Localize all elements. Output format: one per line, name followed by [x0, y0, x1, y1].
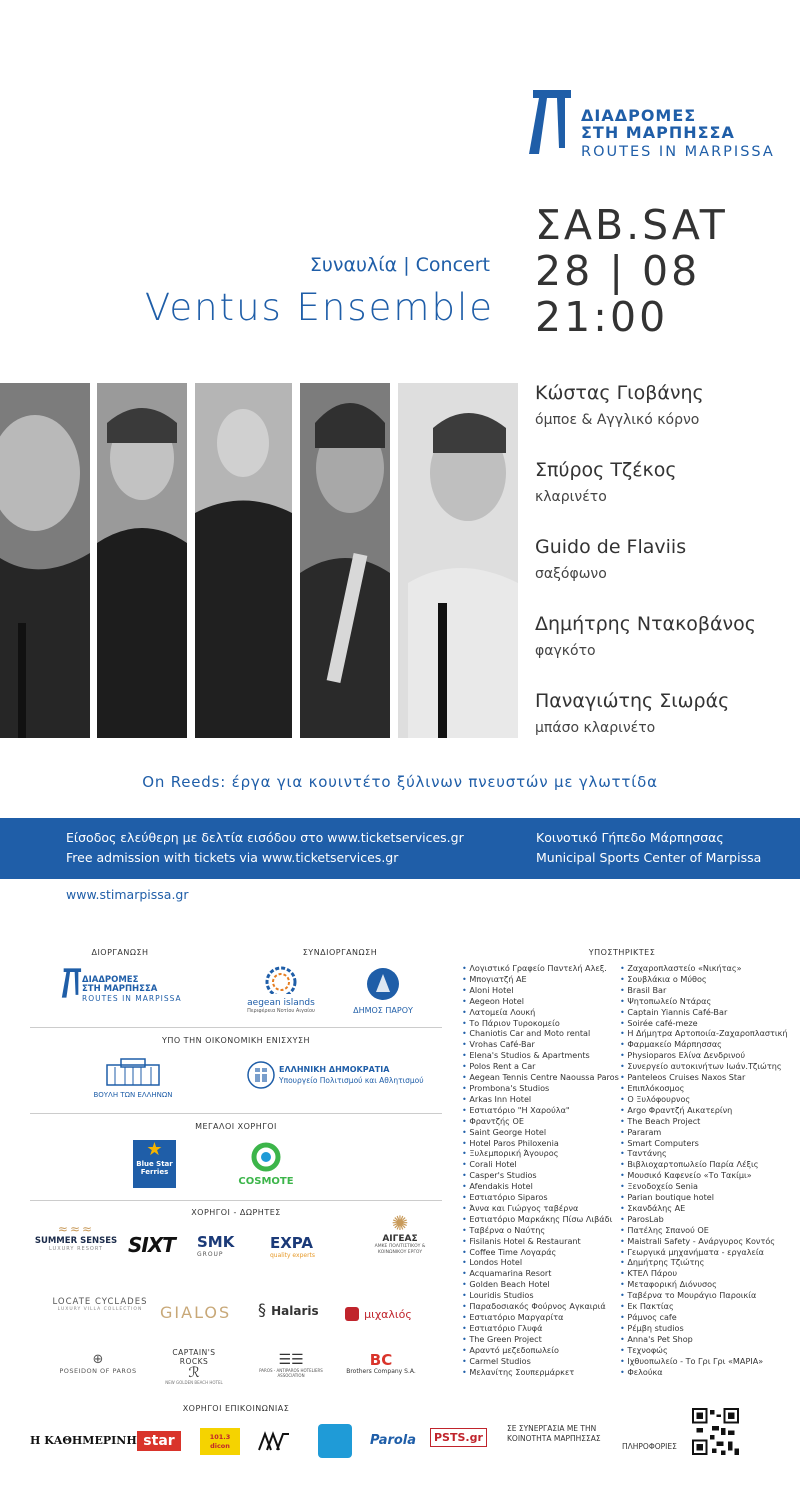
- photo-4: [300, 383, 390, 738]
- event-datetime: [535, 202, 728, 340]
- summer-senses-sub: LUXURY RESORT: [49, 1246, 103, 1252]
- captains-name: CAPTAIN'S ROCKS: [172, 1348, 216, 1366]
- star-icon: ★: [146, 1139, 163, 1160]
- supporter-item: • Argo Φραντζή Αικατερίνη: [620, 1105, 788, 1116]
- psts-logo: PSTS.gr: [430, 1428, 487, 1447]
- musician-name: Guido de Flaviis: [535, 536, 687, 558]
- supporter-item: • ParosLab: [620, 1214, 788, 1225]
- supporter-item: • Coffee Time Λογαράς: [462, 1247, 619, 1258]
- dimos-emblem-icon: [366, 966, 400, 1002]
- supporter-item: • Louridis Studios: [462, 1290, 619, 1301]
- supporter-item: • Εστιατόριο Μαργαρίτα: [462, 1312, 619, 1323]
- event-title: Ventus Ensemble: [144, 286, 494, 329]
- supporter-item: • The Green Project: [462, 1334, 619, 1345]
- expa-sub: quality experts: [270, 1252, 316, 1259]
- photo-5: [398, 383, 518, 738]
- program-title: On Reeds: έργα για κουιντέτο ξύλινων πνευστών με γλωττίδα: [142, 773, 658, 791]
- admission-english: Free admission with tickets via www.ticketservices.gr: [66, 850, 399, 865]
- supporter-item: • Arkas Inn Hotel: [462, 1094, 619, 1105]
- sponsors-donors-title: ΧΟΡΗΓΟΙ - ΔΩΡΗΤΕΣ: [191, 1208, 281, 1217]
- musician-item: [535, 611, 756, 688]
- supporter-item: • Άννα και Γιώργος ταβέρνα: [462, 1203, 619, 1214]
- media-sponsors-title: ΧΟΡΗΓΟΙ ΕΠΙΚΟΙΝΩΝΙΑΣ: [182, 1404, 290, 1413]
- halaris-logo: [258, 1300, 319, 1319]
- supporter-item: • Polos Rent a Car: [462, 1061, 619, 1072]
- supporter-item: • Λατομεία Λουκή: [462, 1007, 619, 1018]
- musician-instrument: μπάσο κλαρινέτο: [535, 720, 656, 736]
- musician-name: Παναγιώτης Σιωράς: [535, 690, 730, 712]
- supporter-item: • Maistrali Safety - Ανάργυρος Κοντός: [620, 1236, 788, 1247]
- musician-instrument: όμποε & Αγγλικό κόρνο: [535, 412, 700, 428]
- event-date: 28 | 08: [535, 247, 701, 295]
- logo-line-3: ROUTES IN MARPISSA: [581, 144, 775, 160]
- ministry-name: Υπουργείο Πολιτισμού και Αθλητισμού: [279, 1076, 424, 1085]
- aaf-icon: [257, 1430, 291, 1454]
- supporter-item: • Ξυλεμπορική Άγουρος: [462, 1148, 619, 1159]
- supporter-item: • Εστιατόριο Μαρκάκης Πίσω Λιβάδι: [462, 1214, 619, 1225]
- musician-name: Δημήτρης Ντακοβάνος: [535, 613, 756, 635]
- musician-item: [535, 688, 756, 765]
- aaf-logo: [257, 1430, 291, 1458]
- photo-3: [195, 383, 292, 738]
- supporter-item: • Το Πάριον Τυροκομείο: [462, 1018, 619, 1029]
- small-logo-line-2: ΣΤΗ ΜΑΡΠΗΣΣΑ: [82, 984, 158, 994]
- dimos-parou-logo: [352, 966, 414, 1015]
- supporter-item: • Εστιατόριο Siparos: [462, 1192, 619, 1203]
- pi-logo-small-icon: [60, 967, 82, 999]
- musician-instrument: φαγκότο: [535, 643, 596, 659]
- smk-sub: GROUP: [197, 1251, 224, 1258]
- supporter-item: • Parian boutique hotel: [620, 1192, 788, 1203]
- admission-greek: Είσοδος ελεύθερη με δελτία εισόδου στο www.ticketservices.gr: [66, 830, 464, 845]
- qr-code-icon[interactable]: [692, 1408, 739, 1455]
- locate-sub: LUXURY VILLA COLLECTION: [57, 1307, 143, 1312]
- supporter-item: • Ράμνος cafe: [620, 1312, 788, 1323]
- locate-name: LOCATE CYCLADES: [52, 1297, 148, 1307]
- star-channel-logo: star: [137, 1431, 181, 1451]
- supporters-column-2: [620, 963, 788, 1377]
- aegean-islands-logo: [245, 962, 317, 1014]
- event-type: Συναυλία | Concert: [309, 254, 490, 276]
- supporter-item: • Physioparos Ελίνα Δενδρινού: [620, 1050, 788, 1061]
- captains-rocks-logo: [163, 1348, 225, 1385]
- aegean-arc-icon: [261, 962, 301, 994]
- bluestar-name: Blue Star Ferries: [136, 1160, 173, 1176]
- aegean-name: aegean islands: [247, 998, 315, 1008]
- small-logo-line-3: ROUTES IN MARPISSA: [82, 994, 182, 1003]
- supporter-item: • Δημήτρης Τζιώτης: [620, 1257, 788, 1268]
- smk-logo: [197, 1233, 234, 1258]
- supporter-item: • Elena's Studios & Apartments: [462, 1050, 619, 1061]
- brothers-name: Brothers Company S.A.: [346, 1368, 416, 1375]
- supporter-item: • Ζαχαροπλαστείο «Νικήτας»: [620, 963, 788, 974]
- empneusi-radio-icon: [318, 1424, 352, 1458]
- supporter-item: • The Beach Project: [620, 1116, 788, 1127]
- supporter-item: • Aegeon Hotel: [462, 996, 619, 1007]
- supporter-item: • Golden Beach Hotel: [462, 1279, 619, 1290]
- supporter-item: • Ταντάνης: [620, 1148, 788, 1159]
- supporter-item: • ΚΤΕΛ Πάρου: [620, 1268, 788, 1279]
- logo-line-2: ΣΤΗ ΜΑΡΠΗΣΣΑ: [581, 123, 735, 142]
- supporter-item: • Ξενοδοχείο Senia: [620, 1181, 788, 1192]
- supporter-item: • Soirée café-meze: [620, 1018, 788, 1029]
- expa-name: EXPA: [270, 1234, 314, 1252]
- musician-item: [535, 457, 756, 534]
- dimos-name: ΔΗΜΟΣ ΠΑΡΟΥ: [353, 1006, 413, 1015]
- supporter-item: • Ψητοπωλείο Ντάρας: [620, 996, 788, 1007]
- supporter-item: • Η Δήμητρα Αρτοποιία-Ζαχαροπλαστική: [620, 1028, 788, 1039]
- major-sponsors-title: ΜΕΓΑΛΟΙ ΧΟΡΗΓΟΙ: [195, 1122, 277, 1131]
- musician-item: [535, 380, 756, 457]
- supporter-item: • Panteleos Cruises Naxos Star: [620, 1072, 788, 1083]
- waves-icon: ≈≈≈: [57, 1222, 95, 1236]
- poseidon-name: POSEIDON OF PAROS: [59, 1367, 137, 1375]
- event-day: ΣΑΒ.SAT: [535, 201, 728, 249]
- supporter-item: • Μεταφορική Διόνυσος: [620, 1279, 788, 1290]
- supporter-item: • Ρέμβη studios: [620, 1323, 788, 1334]
- musician-name: Σπύρος Τζέκος: [535, 459, 677, 481]
- hotel-assoc-name: PAROS - ANTIPAROS HOTELIERS ASSOCIATION: [259, 1368, 323, 1378]
- aegean-sub: Περιφέρεια Νοτίου Αιγαίου: [247, 1008, 315, 1014]
- vouli-logo: [88, 1055, 178, 1099]
- admission-info: [66, 828, 464, 868]
- website-link[interactable]: www.stimarpissa.gr: [66, 887, 189, 902]
- divider: [30, 1200, 442, 1201]
- divider: [30, 1113, 442, 1114]
- supporter-item: • Ιχθυοπωλείο - Το Γρι Γρι «ΜΑΡΙΑ»: [620, 1356, 788, 1367]
- supporter-item: • Saint George Hotel: [462, 1127, 619, 1138]
- supporter-item: • Φαρμακείο Μάρπησσας: [620, 1039, 788, 1050]
- bluestar-logo: [133, 1140, 176, 1188]
- logo-line-1: ΔΙΑΔΡΟΜΕΣ: [581, 106, 697, 125]
- supporter-item: • Carmel Studios: [462, 1356, 619, 1367]
- collab-note: ΣΕ ΣΥΝΕΡΓΑΣΙΑ ΜΕ ΤΗΝ ΚΟΙΝΟΤΗΤΑ ΜΑΡΠΗΣΣΑΣ: [507, 1424, 601, 1443]
- locate-cyclades-logo: [44, 1297, 156, 1312]
- supporter-item: • Βιβλιοχαρτοπωλείο Παρία Λέξις: [620, 1159, 788, 1170]
- vouli-name: ΒΟΥΛΗ ΤΩΝ ΕΛΛΗΝΩΝ: [93, 1091, 173, 1099]
- supporter-item: • Εστιατόριο Γλυφά: [462, 1323, 619, 1334]
- supporter-item: • Smart Computers: [620, 1138, 788, 1149]
- pi-logo-icon: [525, 88, 573, 156]
- supporter-item: • Corali Hotel: [462, 1159, 619, 1170]
- musician-instrument: σαξόφωνο: [535, 566, 607, 582]
- dicon-logo: 101.3 dicon: [200, 1428, 240, 1455]
- supporter-item: • Anna's Pet Shop: [620, 1334, 788, 1345]
- supporter-item: • Brasil Bar: [620, 985, 788, 996]
- hellenic-republic: ΕΛΛΗΝΙΚΗ ΔΗΜΟΚΡΑΤΙΑ: [279, 1065, 390, 1074]
- divider: [30, 1027, 442, 1028]
- cosmote-swirl-icon: [251, 1142, 281, 1172]
- info-label: ΠΛΗΡΟΦΟΡΙΕΣ: [622, 1442, 677, 1451]
- supporter-item: • Casper's Studios: [462, 1170, 619, 1181]
- supporter-item: • Φελούκα: [620, 1367, 788, 1378]
- supporter-item: • Λογιστικό Γραφείο Παντελή Αλεξ.: [462, 963, 619, 974]
- supporter-item: • Παραδοσιακός Φούρνος Αγκαιριά: [462, 1301, 619, 1312]
- supporter-item: • Ταβέρνα το Μουράγιο Παροικία: [620, 1290, 788, 1301]
- expa-logo: [270, 1234, 315, 1259]
- supporter-item: • Φραντζής ΟΕ: [462, 1116, 619, 1127]
- supporter-item: • Ταβέρνα ο Ναύτης: [462, 1225, 619, 1236]
- photo-1: [0, 383, 90, 738]
- aigeas-name: ΑΙΓΕΑΣ: [382, 1234, 418, 1244]
- smk-name: SMK: [197, 1233, 235, 1251]
- supporter-item: • Πατέλης Σπανού ΟΕ: [620, 1225, 788, 1236]
- cr-emblem-icon: ℛ: [188, 1365, 200, 1381]
- supporter-item: • Pararam: [620, 1127, 788, 1138]
- supporters-column-1: [462, 963, 619, 1377]
- poseidon-logo: [44, 1352, 152, 1375]
- greek-emblem-icon: [247, 1060, 275, 1090]
- hotel-assoc-icon: ☰☰: [278, 1352, 304, 1368]
- supporter-item: • Ο Ξυλόφουρνος: [620, 1094, 788, 1105]
- summer-senses-name: SUMMER SENSES: [34, 1236, 118, 1246]
- aigeas-sub: ΑΜΚΕ ΠΟΛΙΤΙΣΤΙΚΟΥ & ΚΟΙΝΩΝΙΚΟΥ ΕΡΓΟΥ: [374, 1244, 426, 1255]
- hotel-assoc-logo: [253, 1352, 329, 1378]
- supporter-item: • Afendakis Hotel: [462, 1181, 619, 1192]
- cosmote-name: COSMOTE: [238, 1176, 294, 1187]
- venue-info: [536, 828, 761, 868]
- brothers-logo: [345, 1352, 417, 1375]
- musician-photos: [0, 383, 518, 738]
- supporter-item: • Fisilanis Hotel & Restaurant: [462, 1236, 619, 1247]
- summer-senses-logo: [30, 1222, 122, 1252]
- supporter-item: • Aloni Hotel: [462, 985, 619, 996]
- organization-title: ΔΙΟΡΓΑΝΩΣΗ: [91, 948, 149, 957]
- photo-2: [97, 383, 187, 738]
- kathimerini-logo: Η ΚΑΘΗΜΕΡΙΝΗ: [30, 1434, 137, 1447]
- supporter-item: • Aegean Tennis Centre Naoussa Paros: [462, 1072, 619, 1083]
- parola-logo: Parola: [370, 1433, 417, 1448]
- supporter-item: • Σκανδάλης ΑΕ: [620, 1203, 788, 1214]
- small-logo-line-1: ΔΙΑΔΡΟΜΕΣ: [82, 975, 139, 985]
- supporters-title: ΥΠΟΣΤΗΡΙΚΤΕΣ: [588, 948, 656, 957]
- supporter-item: • Μελανίτης Σουπερμάρκετ: [462, 1367, 619, 1378]
- aigeas-logo: [365, 1212, 435, 1256]
- venue-english: Municipal Sports Center of Marpissa: [536, 850, 762, 865]
- supporter-item: • Σουβλάκια ο Μύθος: [620, 974, 788, 985]
- supporter-item: • Londos Hotel: [462, 1257, 619, 1268]
- co-organization-title: ΣΥΝΔΙΟΡΓΑΝΩΣΗ: [302, 948, 378, 957]
- cosmote-logo: [235, 1142, 297, 1187]
- gialos-logo: GIALOS: [160, 1303, 232, 1322]
- supporter-item: • Captain Yiannis Café-Bar: [620, 1007, 788, 1018]
- musician-instrument: κλαρινέτο: [535, 489, 607, 505]
- michalios-logo: [345, 1303, 412, 1322]
- seahorse-icon: §: [258, 1300, 266, 1319]
- musician-list: [535, 380, 756, 765]
- bc-icon: BC: [369, 1351, 393, 1369]
- supporter-item: • Τεχνοφώς: [620, 1345, 788, 1356]
- aigeas-emblem-icon: ✺: [391, 1211, 409, 1235]
- supporter-item: • Γεωργικά μηχανήματα - εργαλεία: [620, 1247, 788, 1258]
- supporter-item: • Αραντό μεζεδοπωλείο: [462, 1345, 619, 1356]
- supporter-item: • Μπογιατζή ΑΕ: [462, 974, 619, 985]
- musician-item: [535, 534, 756, 611]
- michalios-icon: [345, 1307, 359, 1321]
- venue-greek: Κοινοτικό Γήπεδο Μάρπησσας: [536, 830, 724, 845]
- supporter-item: • Εκ Πακτίας: [620, 1301, 788, 1312]
- supporter-item: • Chaniotis Car and Moto rental: [462, 1028, 619, 1039]
- supporter-item: • Επιπλόκοσμος: [620, 1083, 788, 1094]
- supporter-item: • Vrohas Café-Bar: [462, 1039, 619, 1050]
- info-band: [0, 818, 800, 879]
- halaris-name: Halaris: [271, 1304, 319, 1318]
- supporter-item: • Hotel Paros Philoxenia: [462, 1138, 619, 1149]
- parliament-building-icon: [103, 1055, 163, 1087]
- captains-sub: NEW GOLDEN BEACH HOTEL: [165, 1380, 223, 1385]
- michalios-name: μιχαλιός: [364, 1308, 412, 1321]
- supporter-item: • Συνεργείο αυτοκινήτων Ιωάν.Τζιώτης: [620, 1061, 788, 1072]
- supporter-item: • Acquamarina Resort: [462, 1268, 619, 1279]
- sixt-logo: SIXT: [128, 1233, 175, 1257]
- supporter-item: • Εστιατόριο "Η Χαρούλα": [462, 1105, 619, 1116]
- supporter-item: • Prombona's Studios: [462, 1083, 619, 1094]
- financial-support-title: ΥΠΟ ΤΗΝ ΟΙΚΟΝΟΜΙΚΗ ΕΝΙΣΧΥΣΗ: [161, 1036, 311, 1045]
- supporter-item: • Μουσικό Καφενείο «Το Τακίμι»: [620, 1170, 788, 1181]
- musician-name: Κώστας Γιοβάνης: [535, 382, 704, 404]
- event-time: 21:00: [535, 293, 669, 341]
- poseidon-emblem-icon: ⊕: [92, 1352, 104, 1367]
